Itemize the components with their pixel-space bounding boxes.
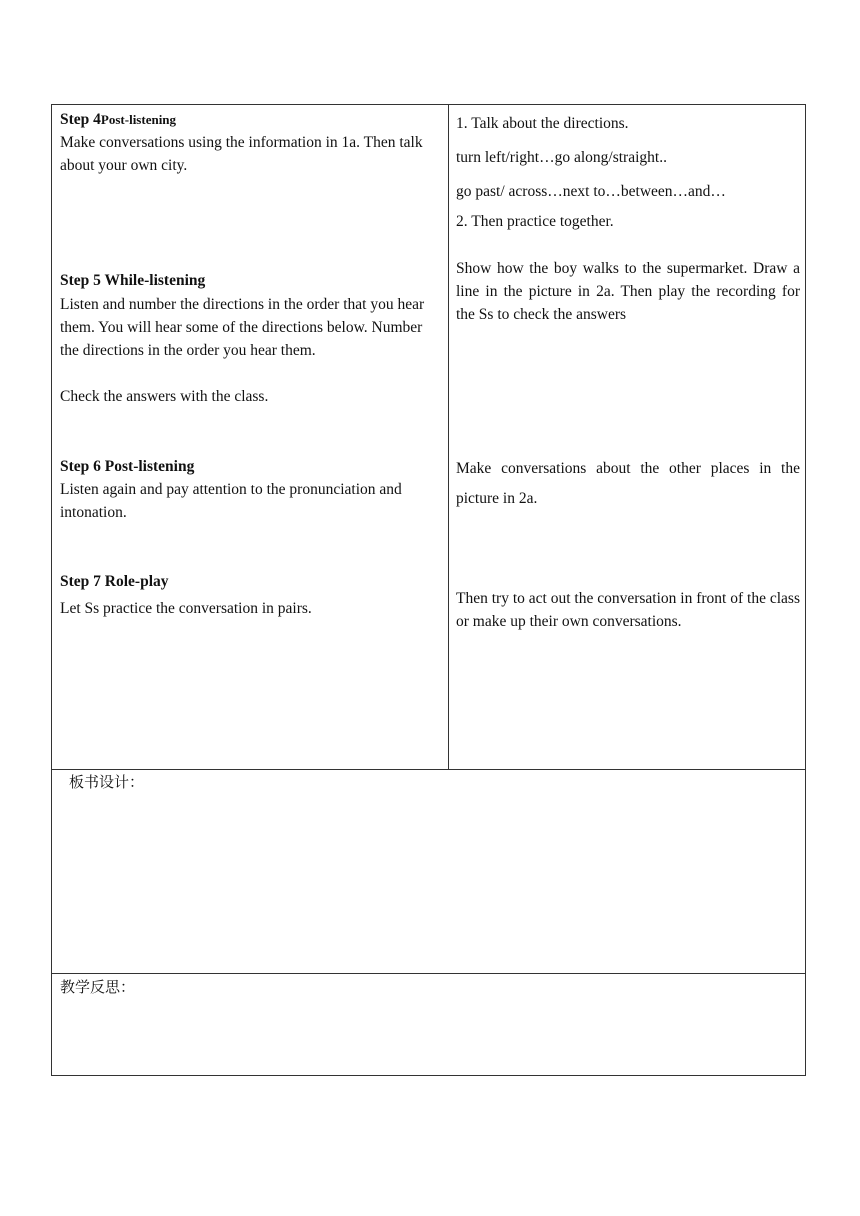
step4-heading-label: Step 4 [60, 111, 101, 128]
step5-text: Listen and number the directions in the order that you hear them. You will hear some of the directions below. Number the directions in the order you hear them. [60, 296, 425, 359]
step5-heading: Step 5 While-listening [60, 272, 206, 289]
right-line2: turn left/right…go along/straight.. [456, 149, 667, 166]
board-design-label: 板书设计： [69, 773, 145, 791]
step6-heading: Step 6 Post-listening [60, 458, 195, 475]
step7-text: Let Ss practice the conversation in pairs. [60, 600, 312, 617]
step6-text: Listen again and pay attention to the pronunciation and intonation. [60, 481, 402, 521]
column-divider [448, 105, 449, 769]
reflection-label: 教学反思： [60, 978, 136, 996]
step5-text2: Check the answers with the class. [60, 388, 269, 405]
step4-heading-suffix: Post-listening [100, 112, 177, 127]
right-para1: Show how the boy walks to the supermarket. Draw a line in the picture in 2a. Then play the recording for the Ss to check the answers [456, 260, 800, 323]
step4-heading [60, 108, 440, 131]
step4-text: Make conversations using the information in 1a. Then talk about your own city. [60, 134, 423, 174]
right-line1: 1. Talk about the directions. [456, 115, 629, 132]
right-para3: Then try to act out the conversation in front of the class or make up their own conversations. [456, 590, 800, 630]
right-para2: Make conversations about the other places in the picture in 2a. [456, 460, 800, 507]
row-divider-reflection [52, 973, 805, 974]
right-line3: go past/ across…next to…between…and… [456, 183, 726, 200]
row-divider-board [52, 769, 805, 770]
right-line4: 2. Then practice together. [456, 213, 614, 230]
step7-heading: Step 7 Role-play [60, 573, 169, 590]
lesson-table [51, 104, 806, 1076]
